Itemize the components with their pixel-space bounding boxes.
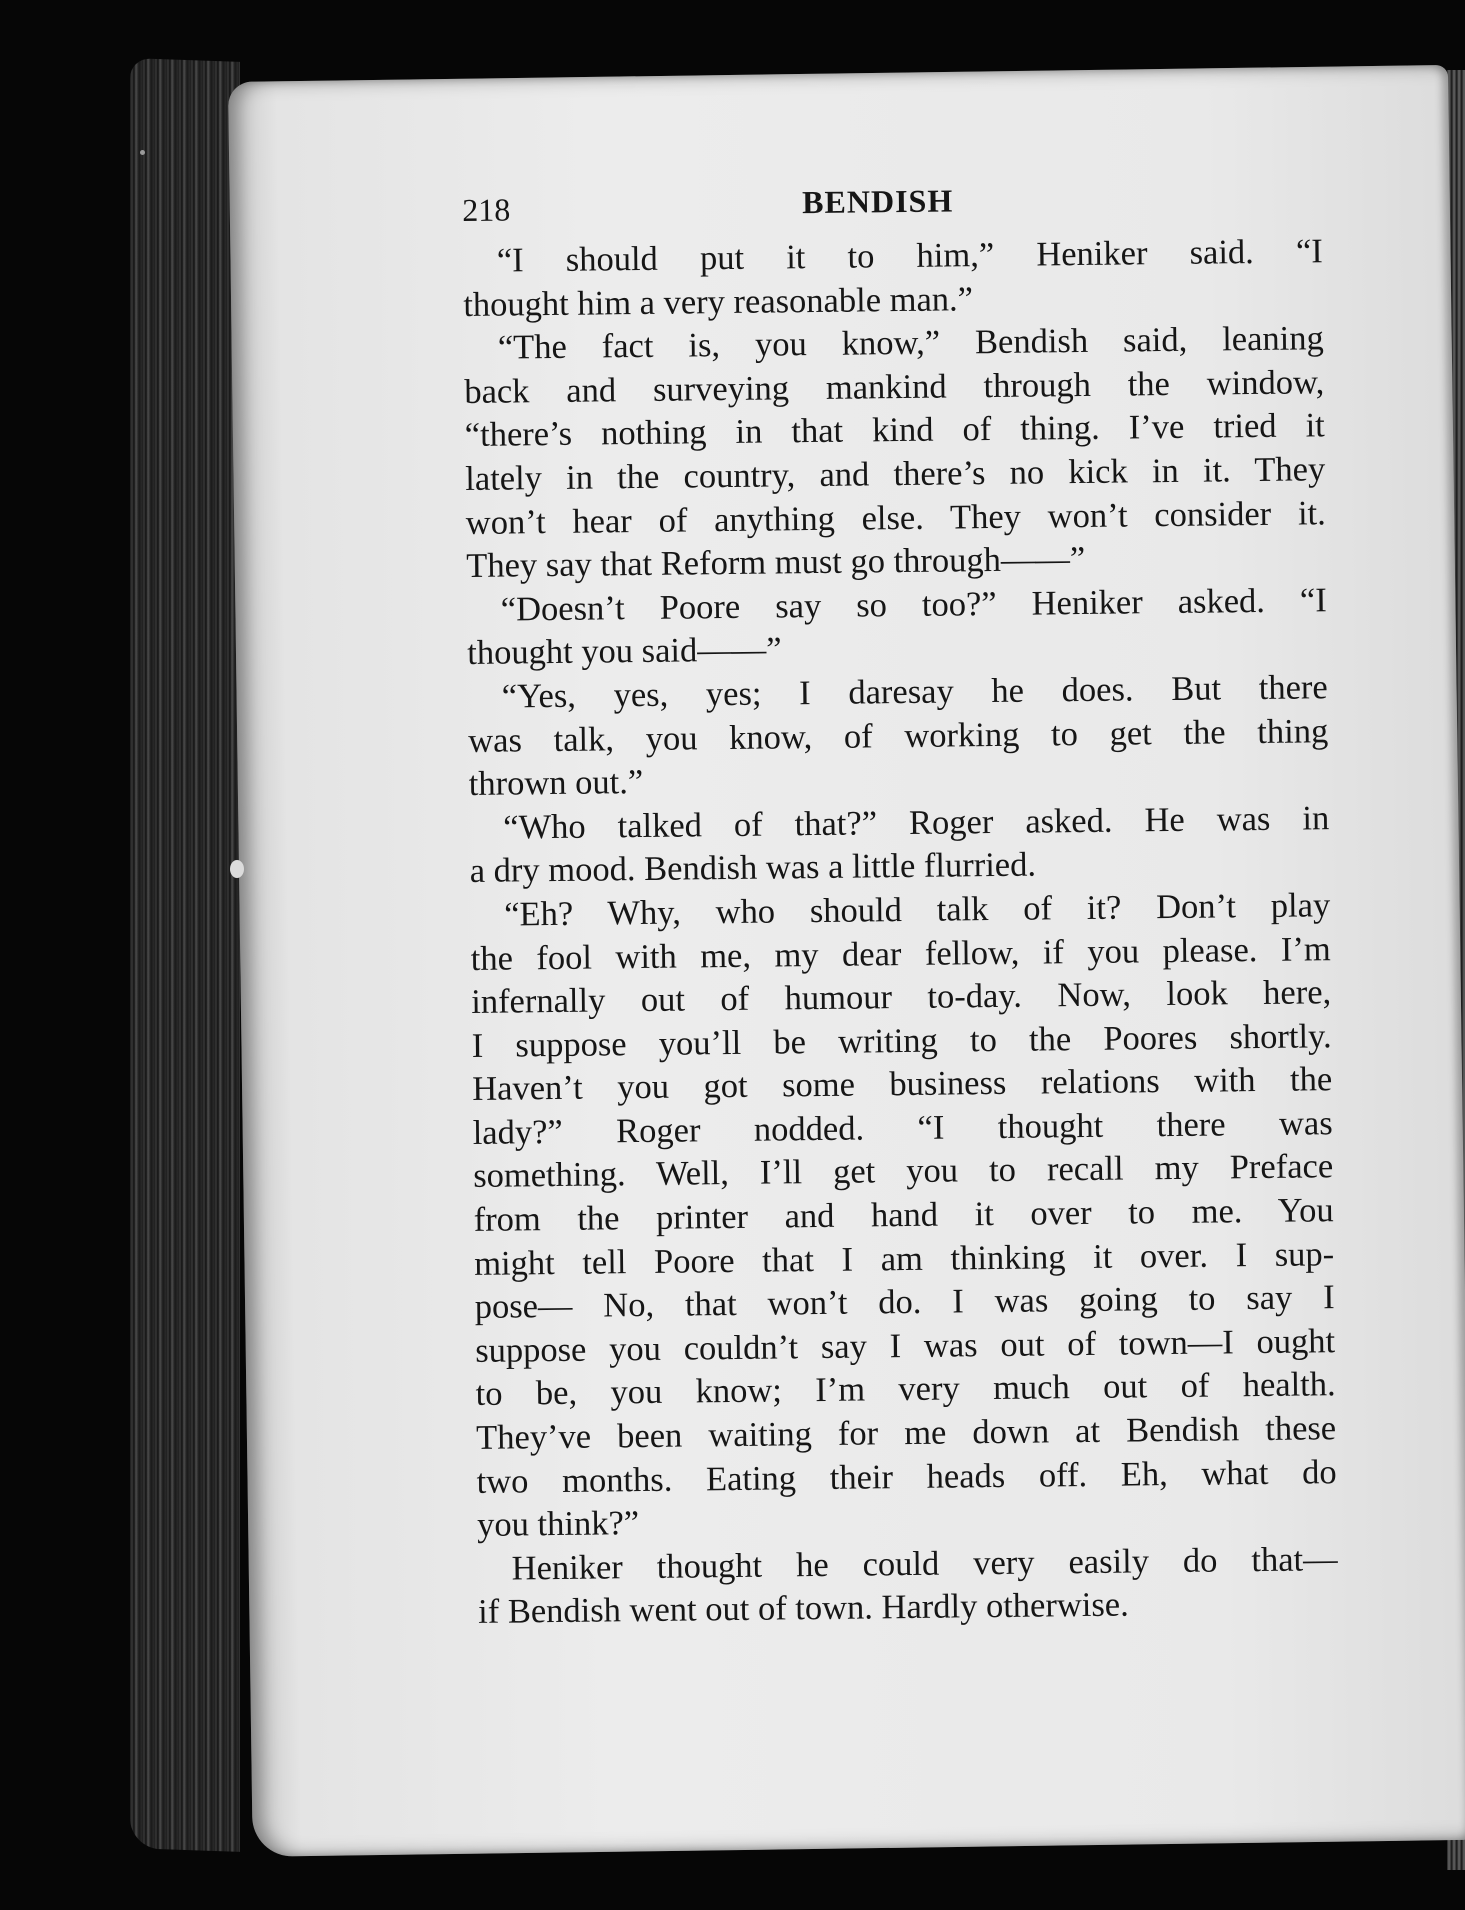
running-head (462, 178, 1323, 240)
text-line: “I should put it to him,” Heniker said. “I (496, 232, 1323, 280)
text-line: I suppose you’ll be writing to the Poores shortly. (471, 1016, 1332, 1065)
text-line: was talk, you know, of working to get the thing (468, 711, 1329, 760)
text-line: infernally out of humour to-day. Now, look here, (471, 973, 1332, 1022)
page-number: 218 (462, 191, 511, 228)
text-line: thought him a very reasonable man.” (463, 279, 974, 324)
text-line: lately in the country, and there’s no kick in it. They (465, 450, 1326, 498)
text-line: Haven’t you got some business relations with the (472, 1060, 1333, 1109)
text-line: thought you said——” (467, 630, 782, 673)
text-line: Heniker thought he could very easily do that— (511, 1539, 1338, 1588)
paper-speck (230, 860, 244, 878)
text-line: from the printer and hand it over to me. You (473, 1191, 1334, 1239)
text-line: if Bendish went out of town. Hardly otherwise. (477, 1585, 1129, 1632)
text-line: lady?” Roger nodded. “I thought there was (472, 1104, 1333, 1152)
text-line: pose— No, that won’t do. I was going to say I (474, 1278, 1335, 1327)
text-line: a dry mood. Bendish was a little flurried. (469, 845, 1037, 891)
page-text-block (462, 178, 1338, 1635)
text-line: won’t hear of anything else. They won’t consider it. (465, 493, 1326, 542)
text-line: back and surveying mankind through the window, (464, 363, 1325, 411)
text-line: They say that Reform must go through——” (466, 540, 1086, 586)
text-line: you think?” (476, 1504, 640, 1545)
running-title: BENDISH (801, 182, 954, 221)
text-line: to be, you know; I’m very much out of health. (475, 1365, 1336, 1414)
body-text (463, 230, 1339, 1635)
text-line: “Who talked of that?” Roger asked. He was in (503, 798, 1330, 847)
text-line: They’ve been waiting for me down at Bendish these (475, 1409, 1337, 1457)
text-line: “Eh? Why, who should talk of it? Don’t play (504, 886, 1331, 934)
text-line: two months. Eating their heads off. Eh, what do (476, 1452, 1337, 1501)
text-line: thrown out.” (468, 763, 644, 804)
text-line: “there’s nothing in that kind of thing. I’ve tried it (464, 406, 1325, 455)
text-line: something. Well, I’ll get you to recall my Preface (472, 1147, 1334, 1196)
text-line: “Doesn’t Poore say so too?” Heniker asked. “I (500, 580, 1327, 629)
text-line: “Yes, yes, yes; I daresay he does. But there (501, 668, 1328, 716)
text-line: the fool with me, my dear fellow, if you please. I’m (470, 929, 1331, 978)
paper-speck (140, 150, 145, 155)
book-page-edges (130, 58, 240, 1852)
text-line: suppose you couldn’t say I was out of town—I ought (474, 1322, 1336, 1370)
text-line: might tell Poore that I am thinking it over. I sup- (473, 1234, 1335, 1283)
text-line: “The fact is, you know,” Bendish said, leaning (497, 319, 1324, 367)
